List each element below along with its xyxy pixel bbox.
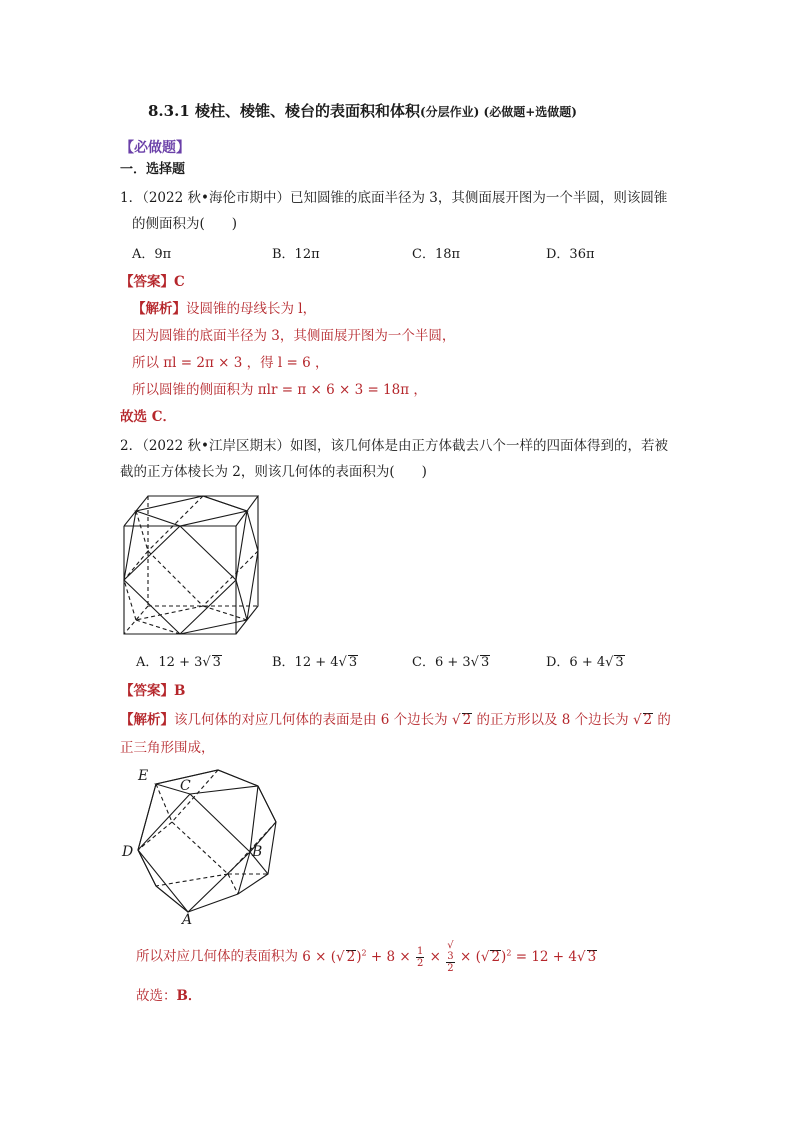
label-B: B [252, 844, 263, 860]
q1-choice-b: B．12π [272, 247, 320, 262]
q2-formula-line: 所以对应几何体的表面积为 6 × (√ 2)$^2$ + 8 × $\frac{1}{2}$ × √ 3 2 × (√ 2)$^2$ = 12 + 4√ 3 [136, 940, 597, 974]
q1-stem-line2: 的侧面积为( ) [132, 216, 238, 232]
label-A: A [182, 912, 193, 924]
section-tag: 【必做题】 [120, 140, 190, 156]
front-square [138, 794, 250, 912]
q2-analysis-line1: 【解析】该几何体的对应几何体的表面是由 6 个边长为 √ 2 的正方形以及 8 个边长为 √ 2 的 [120, 712, 671, 728]
q1-choice-c: C．18π [412, 247, 461, 262]
q1-choice-a: A．9π [132, 247, 172, 262]
right-square [236, 511, 258, 620]
q2-choice-b: B．12 + 4√ 3 [272, 655, 358, 670]
section-heading: 一．选择题 [120, 162, 186, 177]
cube-top-face [124, 496, 258, 526]
top-square [136, 496, 247, 526]
q1-analysis-line4: 所以圆锥的侧面积为 πlr = π × 6 × 3 = 18π ， [132, 382, 427, 398]
cube-right-face [236, 496, 258, 634]
q2-choice-d: D．6 + 4√ 3 [546, 655, 624, 670]
figure-truncated-cube [118, 490, 278, 640]
q2-stem-line2: 截的正方体棱长为 2，则该几何体的表面积为( ) [120, 464, 427, 480]
q2-choice-a: A．12 + 3√ 3 [136, 655, 221, 670]
q1-answer: 【答案】C [120, 274, 185, 290]
q1-analysis-line2: 因为圆锥的底面半径为 3，其侧面展开图为一个半圆， [132, 328, 456, 344]
surface-area-formula: 6 × (√ 2)$^2$ + 8 × $\frac{1}{2}$ × √ 3 2 × (√ 2)$^2$ = 12 + 4√ 3 [302, 940, 597, 974]
q2-analysis-line2: 正三角形围成， [120, 740, 215, 756]
q1-stem-line1: 1．（2022 秋•海伦市期中）已知圆锥的底面半径为 3，其侧面展开图为一个半圆，则该圆锥 [120, 190, 668, 206]
q2-answer: 【答案】B [120, 683, 186, 699]
q2-choice-c: C．6 + 3√ 3 [412, 655, 490, 670]
page-title: 8.3.1 棱柱、棱锥、棱台的表面积和体积(分层作业) (必做题+选做题) [148, 102, 577, 120]
q1-analysis-line3: 所以 πl = 2π × 3 ，得 l = 6 ， [132, 355, 329, 371]
label-D: D [122, 844, 134, 860]
q1-choice-d: D．36π [546, 247, 595, 262]
q2-conclusion: 故选：B． [136, 988, 202, 1004]
q1-analysis-line1: 【解析】设圆锥的母线长为 l， [132, 301, 317, 317]
q1-conclusion: 故选 C． [120, 409, 176, 425]
figure-cuboctahedron [118, 764, 298, 924]
q2-stem-line1: 2．（2022 秋•江岸区期末）如图，该几何体是由正方体截去八个一样的四面体得到的，若被 [120, 438, 668, 454]
label-E: E [138, 768, 149, 784]
cube-front-face [124, 526, 236, 634]
front-square [124, 526, 236, 634]
label-C: C [180, 778, 191, 794]
